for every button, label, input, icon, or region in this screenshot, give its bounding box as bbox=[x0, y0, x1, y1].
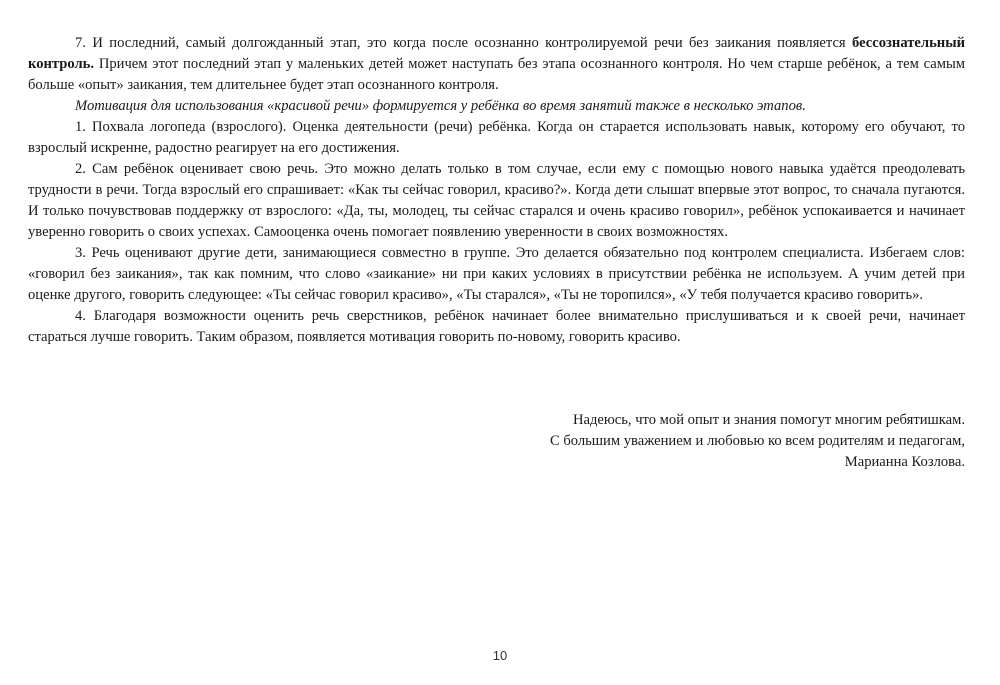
author-name: Марианна Козлова. bbox=[844, 454, 965, 470]
closing-signature bbox=[550, 410, 965, 473]
page-number: 10 bbox=[492, 648, 508, 663]
paragraph-text: Причем этот последний этап у маленьких детей может наступать без этапа осознанного контроля. Но чем старше ребёнок, а тем самым больше «опыт» заикания, тем длительнее будет этап осознанного контроля. bbox=[28, 56, 965, 93]
list-item-2: 2. Сам ребёнок оценивает свою речь. Это можно делать только в том случае, если ему с помощью нового навыка удаётся преодолевать трудности в речи. Тогда взрослый его спрашивает: «Как ты сейчас говорил, красиво?». Когда дети слышат впервые этот вопрос, то сначала пугаются. И только почувствовав поддержку от взрослого: «Да, ты, молодец, ты сейчас старался и очень красиво говорил», ребёнок успокаивается и начинает уверенно говорить о своих успехах. Самооценка очень помогает появлению уверенности в своих возможностях. bbox=[28, 161, 965, 240]
paragraph-stage-7 bbox=[28, 33, 965, 96]
closing-line-1: Надеюсь, что мой опыт и знания помогут многим ребятишкам. bbox=[572, 412, 965, 428]
motivation-intro: Мотивация для использования «красивой речи» формируется у ребёнка во время занятий также в несколько этапов. bbox=[75, 98, 806, 114]
list-item-3: 3. Речь оценивают другие дети, занимающиеся совместно в группе. Это делается обязательно под контролем специалиста. Избегаем слов: «говорил без заикания», так как помним, что слово «заикание» ни при каких условиях в присутствии ребёнка не используем. А учим детей при оценке другого, говорить следующее: «Ты сейчас говорил красиво», «Ты старался», «Ты не торопился», «У тебя получается красиво говорить». bbox=[28, 245, 965, 303]
list-item-4: 4. Благодаря возможности оценить речь сверстников, ребёнок начинает более внимательно прислушиваться и к своей речи, начинает стараться лучше говорить. Таким образом, появляется мотивация говорить по-новому, говорить красиво. bbox=[28, 308, 965, 345]
paragraph-text: 7. И последний, самый долгожданный этап, это когда после осознанно контролируемой речи без заикания появляется bbox=[75, 35, 853, 51]
list-item-1: 1. Похвала логопеда (взрослого). Оценка деятельности (речи) ребёнка. Когда он старается использовать навык, которому его обучают, то взрослый искренне, радостно реагирует на его достижения. bbox=[28, 119, 965, 156]
bold-term: бессознательный контроль. bbox=[28, 35, 965, 72]
document-body bbox=[28, 33, 965, 348]
closing-line-2: С большим уважением и любовью ко всем родителям и педагогам, bbox=[549, 433, 965, 449]
